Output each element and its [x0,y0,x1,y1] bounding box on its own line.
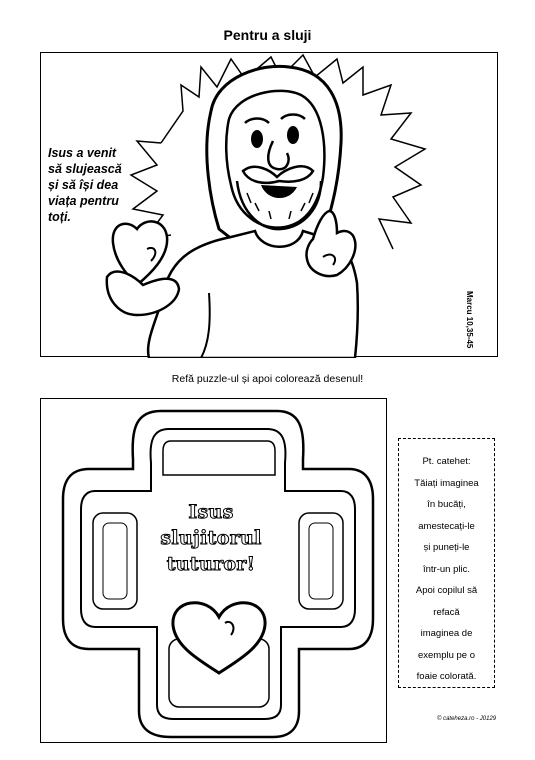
quote-text [48,145,148,225]
cross-text-line: tuturor! [166,553,256,575]
quote-line: și să își dea [48,178,119,192]
note-line: Apoi copilul să [415,585,478,596]
note-line: Tăiați imaginea [414,477,479,489]
puzzle-frame [40,398,387,743]
page-title: Pentru a sluji [223,27,312,43]
cross-text-line: slujitorul [160,527,262,549]
note-line: amestecați-le [418,520,475,532]
note-line: imaginea de [420,628,473,639]
illustration-frame-jesus [40,52,498,357]
note-line: într-un plic. [423,563,470,575]
note-line: și puneți-le [423,542,470,553]
note-line: exemplu pe o [417,649,476,661]
quote-line: să slujească [48,162,122,176]
copyright-text: © cateheza.ro - J0129 [437,716,497,722]
quote-line: viața pentru [48,194,119,208]
quote-line: Isus a venit [48,146,117,160]
catechist-note [398,438,495,688]
quote-line: toți. [48,210,71,224]
instruction-text: Refă puzzle-ul și apoi colorează desenul! [171,373,364,385]
cross-text-line: Isus [188,501,234,523]
note-line: Pt. catehet: [422,456,471,467]
note-line: refacă [433,606,460,618]
cross-text [146,499,276,577]
bible-reference: Marcu 10,35-45 [465,291,474,349]
note-line: în bucăți, [427,499,466,510]
note-line: foaie colorată. [416,671,477,682]
